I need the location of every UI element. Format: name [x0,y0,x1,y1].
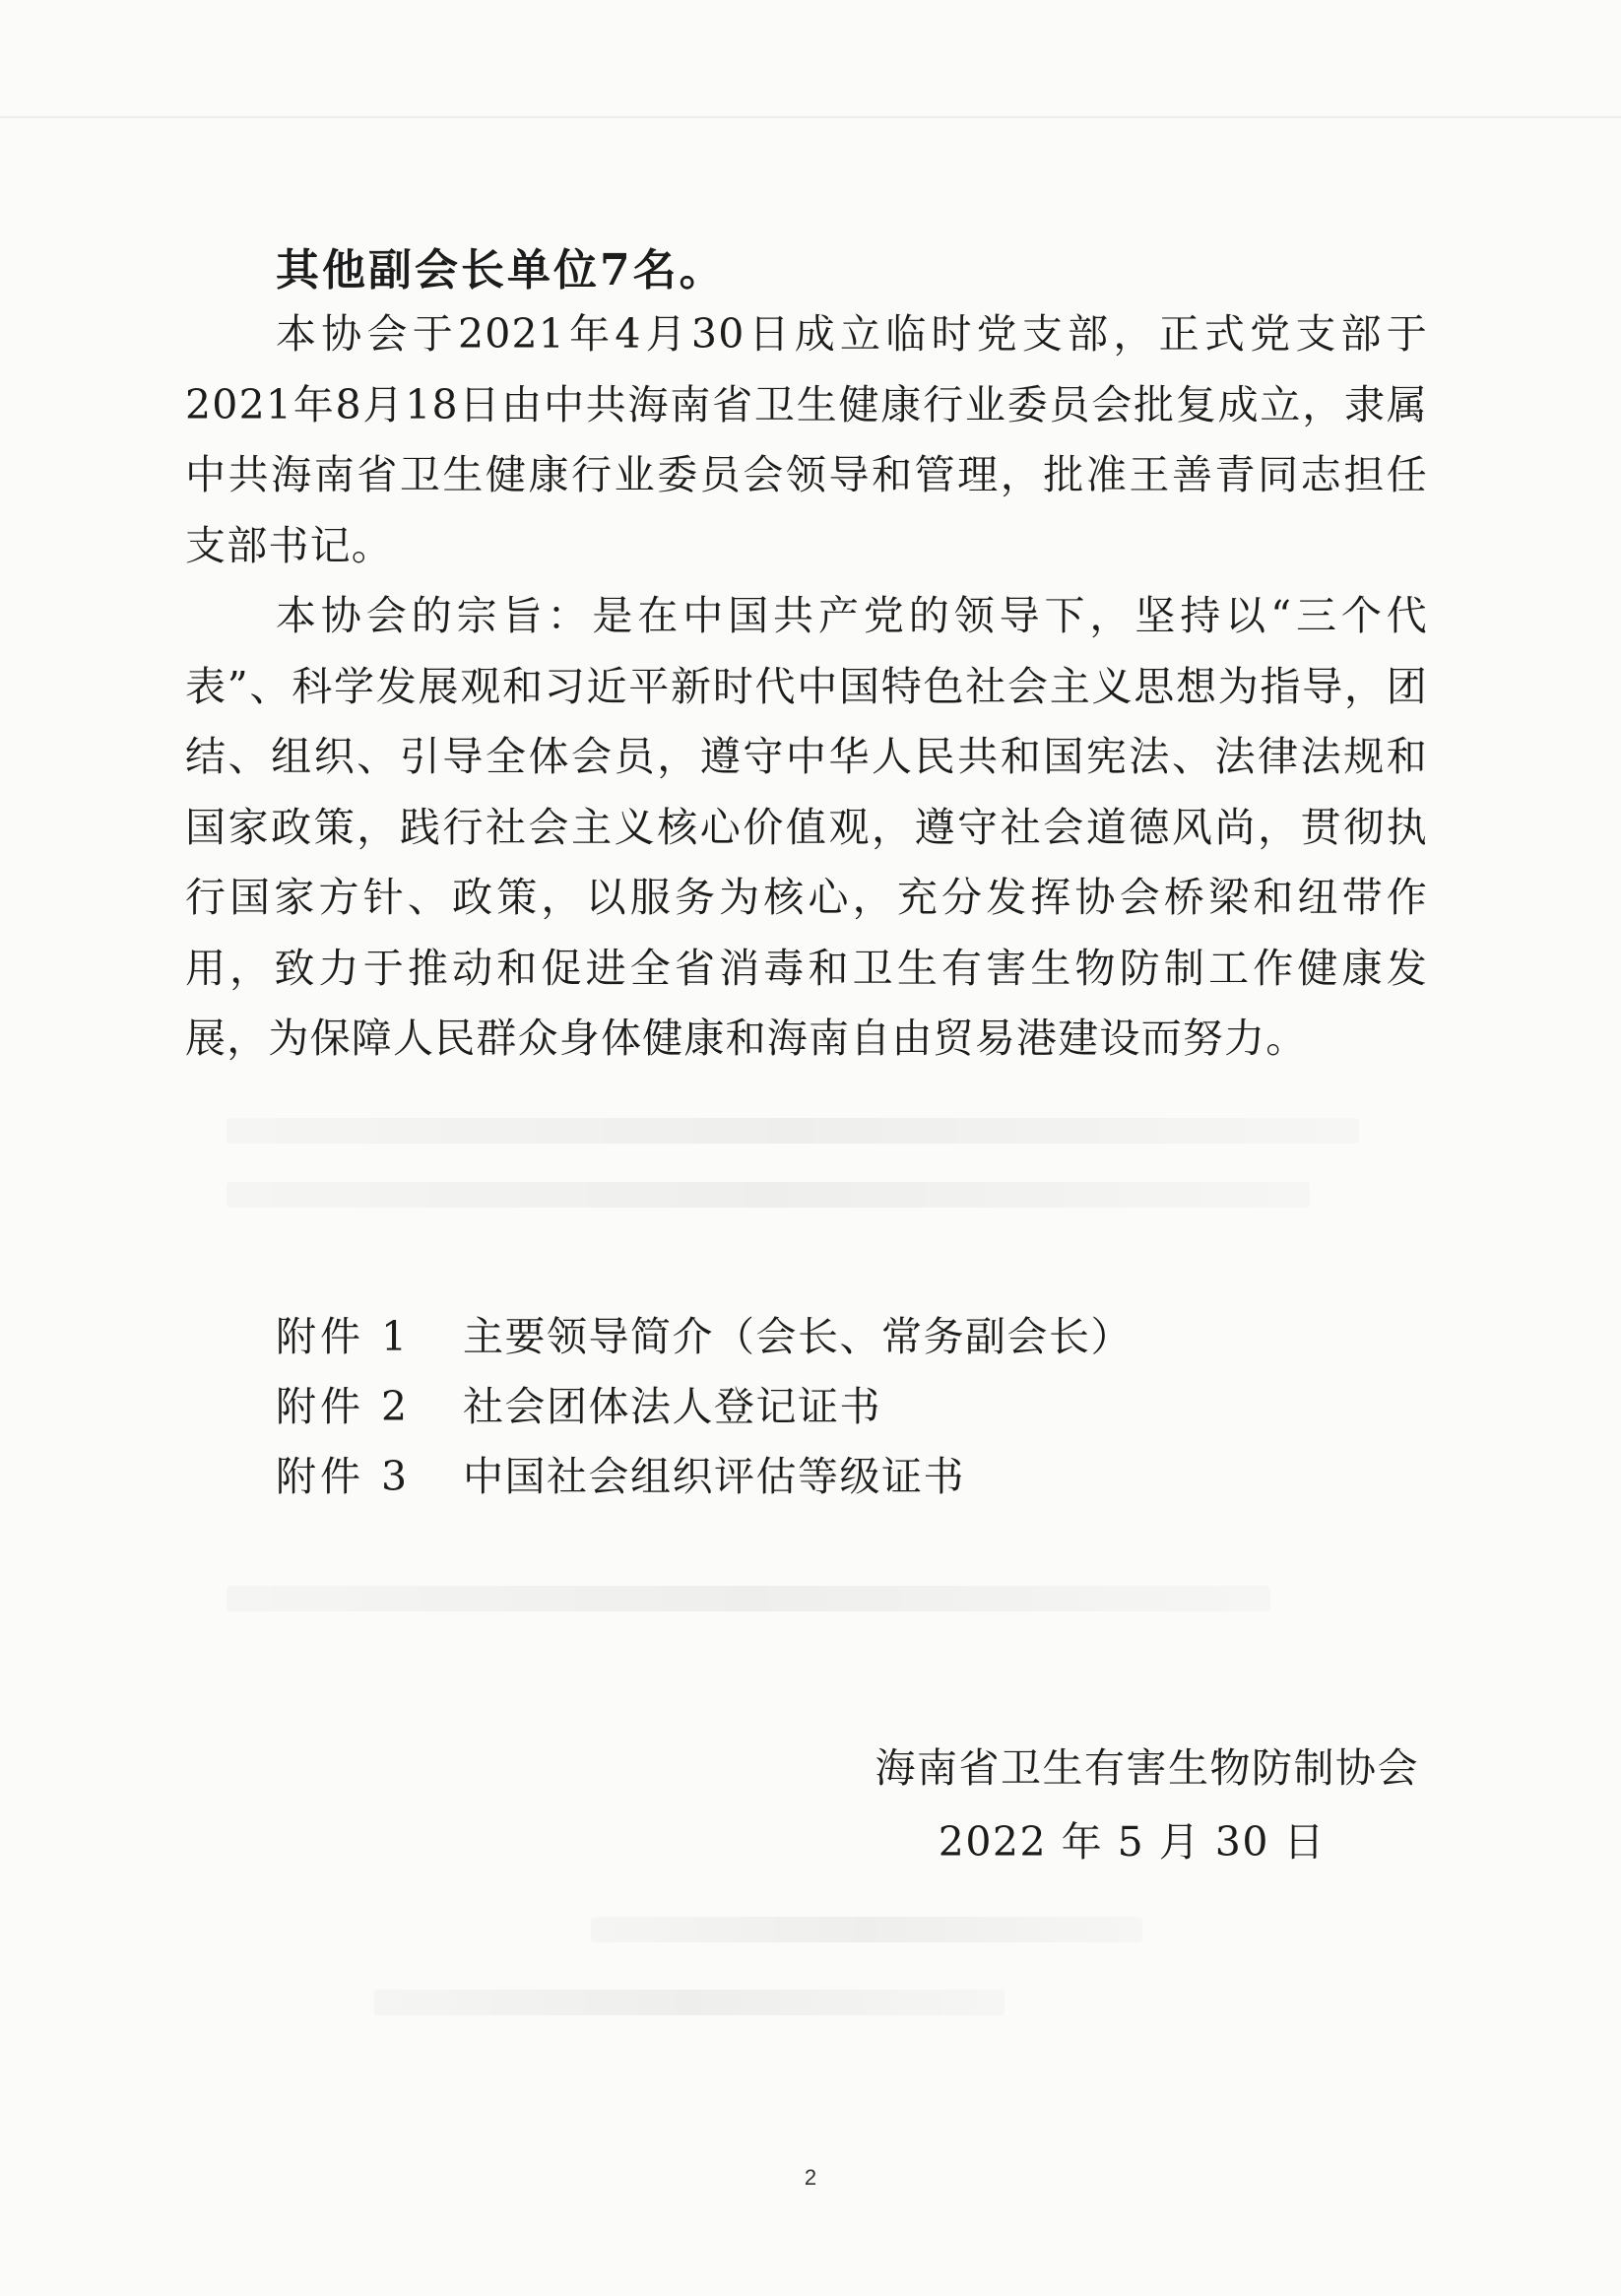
attachment-item [276,1302,1133,1372]
signature-block [875,1732,1420,1879]
bleed-through-shade [374,1990,1005,2015]
bleed-through-shade [591,1917,1142,1942]
page-number: 2 [804,2165,817,2190]
attachment-label: 附件 3 [276,1453,412,1500]
signature-date: 2022 年 5 月 30 日 [938,1818,1326,1866]
bleed-through-shade [227,1586,1270,1611]
bleed-through-shade [227,1182,1310,1208]
paragraph-party-branch: 本协会于2021年4月30日成立临时党支部，正式党支部于2021年8月18日由中共海南省卫生健康行业委员会批复成立，隶属中共海南省卫生健康行业委员会领导和管理，批准王善青同志担任支部书记。 [185,310,1428,569]
attachment-title: 中国社会组织评估等级证书 [463,1453,965,1500]
attachment-title: 社会团体法人登记证书 [463,1383,881,1430]
attachment-item [276,1372,1133,1442]
attachment-label: 附件 1 [276,1313,412,1360]
scan-artifact-line [0,116,1621,118]
paragraph-purpose: 本协会的宗旨：是在中国共产党的领导下，坚持以“三个代表”、科学发展观和习近平新时代中国特色社会主义思想为指导，团结、组织、引导全体会员，遵守中华人民共和国宪法、法律法规和国家政策，践行社会主义核心价值观，遵守社会道德风尚，贯彻执行国家方针、政策，以服务为核心，充分发挥协会桥梁和纽带作用，致力于推动和促进全省消毒和卫生有害生物防制工作健康发展，为保障人民群众身体健康和海南自由贸易港建设而努力。 [185,592,1428,1062]
attachment-list [276,1302,1133,1512]
attachment-label: 附件 2 [276,1383,412,1430]
attachment-item [276,1442,1133,1512]
attachment-title: 主要领导简介（会长、常务副会长） [463,1313,1133,1360]
section-heading: 其他副会长单位7名。 [276,245,726,295]
bleed-through-shade [227,1118,1359,1144]
signature-organization: 海南省卫生有害生物防制协会 [875,1744,1419,1792]
